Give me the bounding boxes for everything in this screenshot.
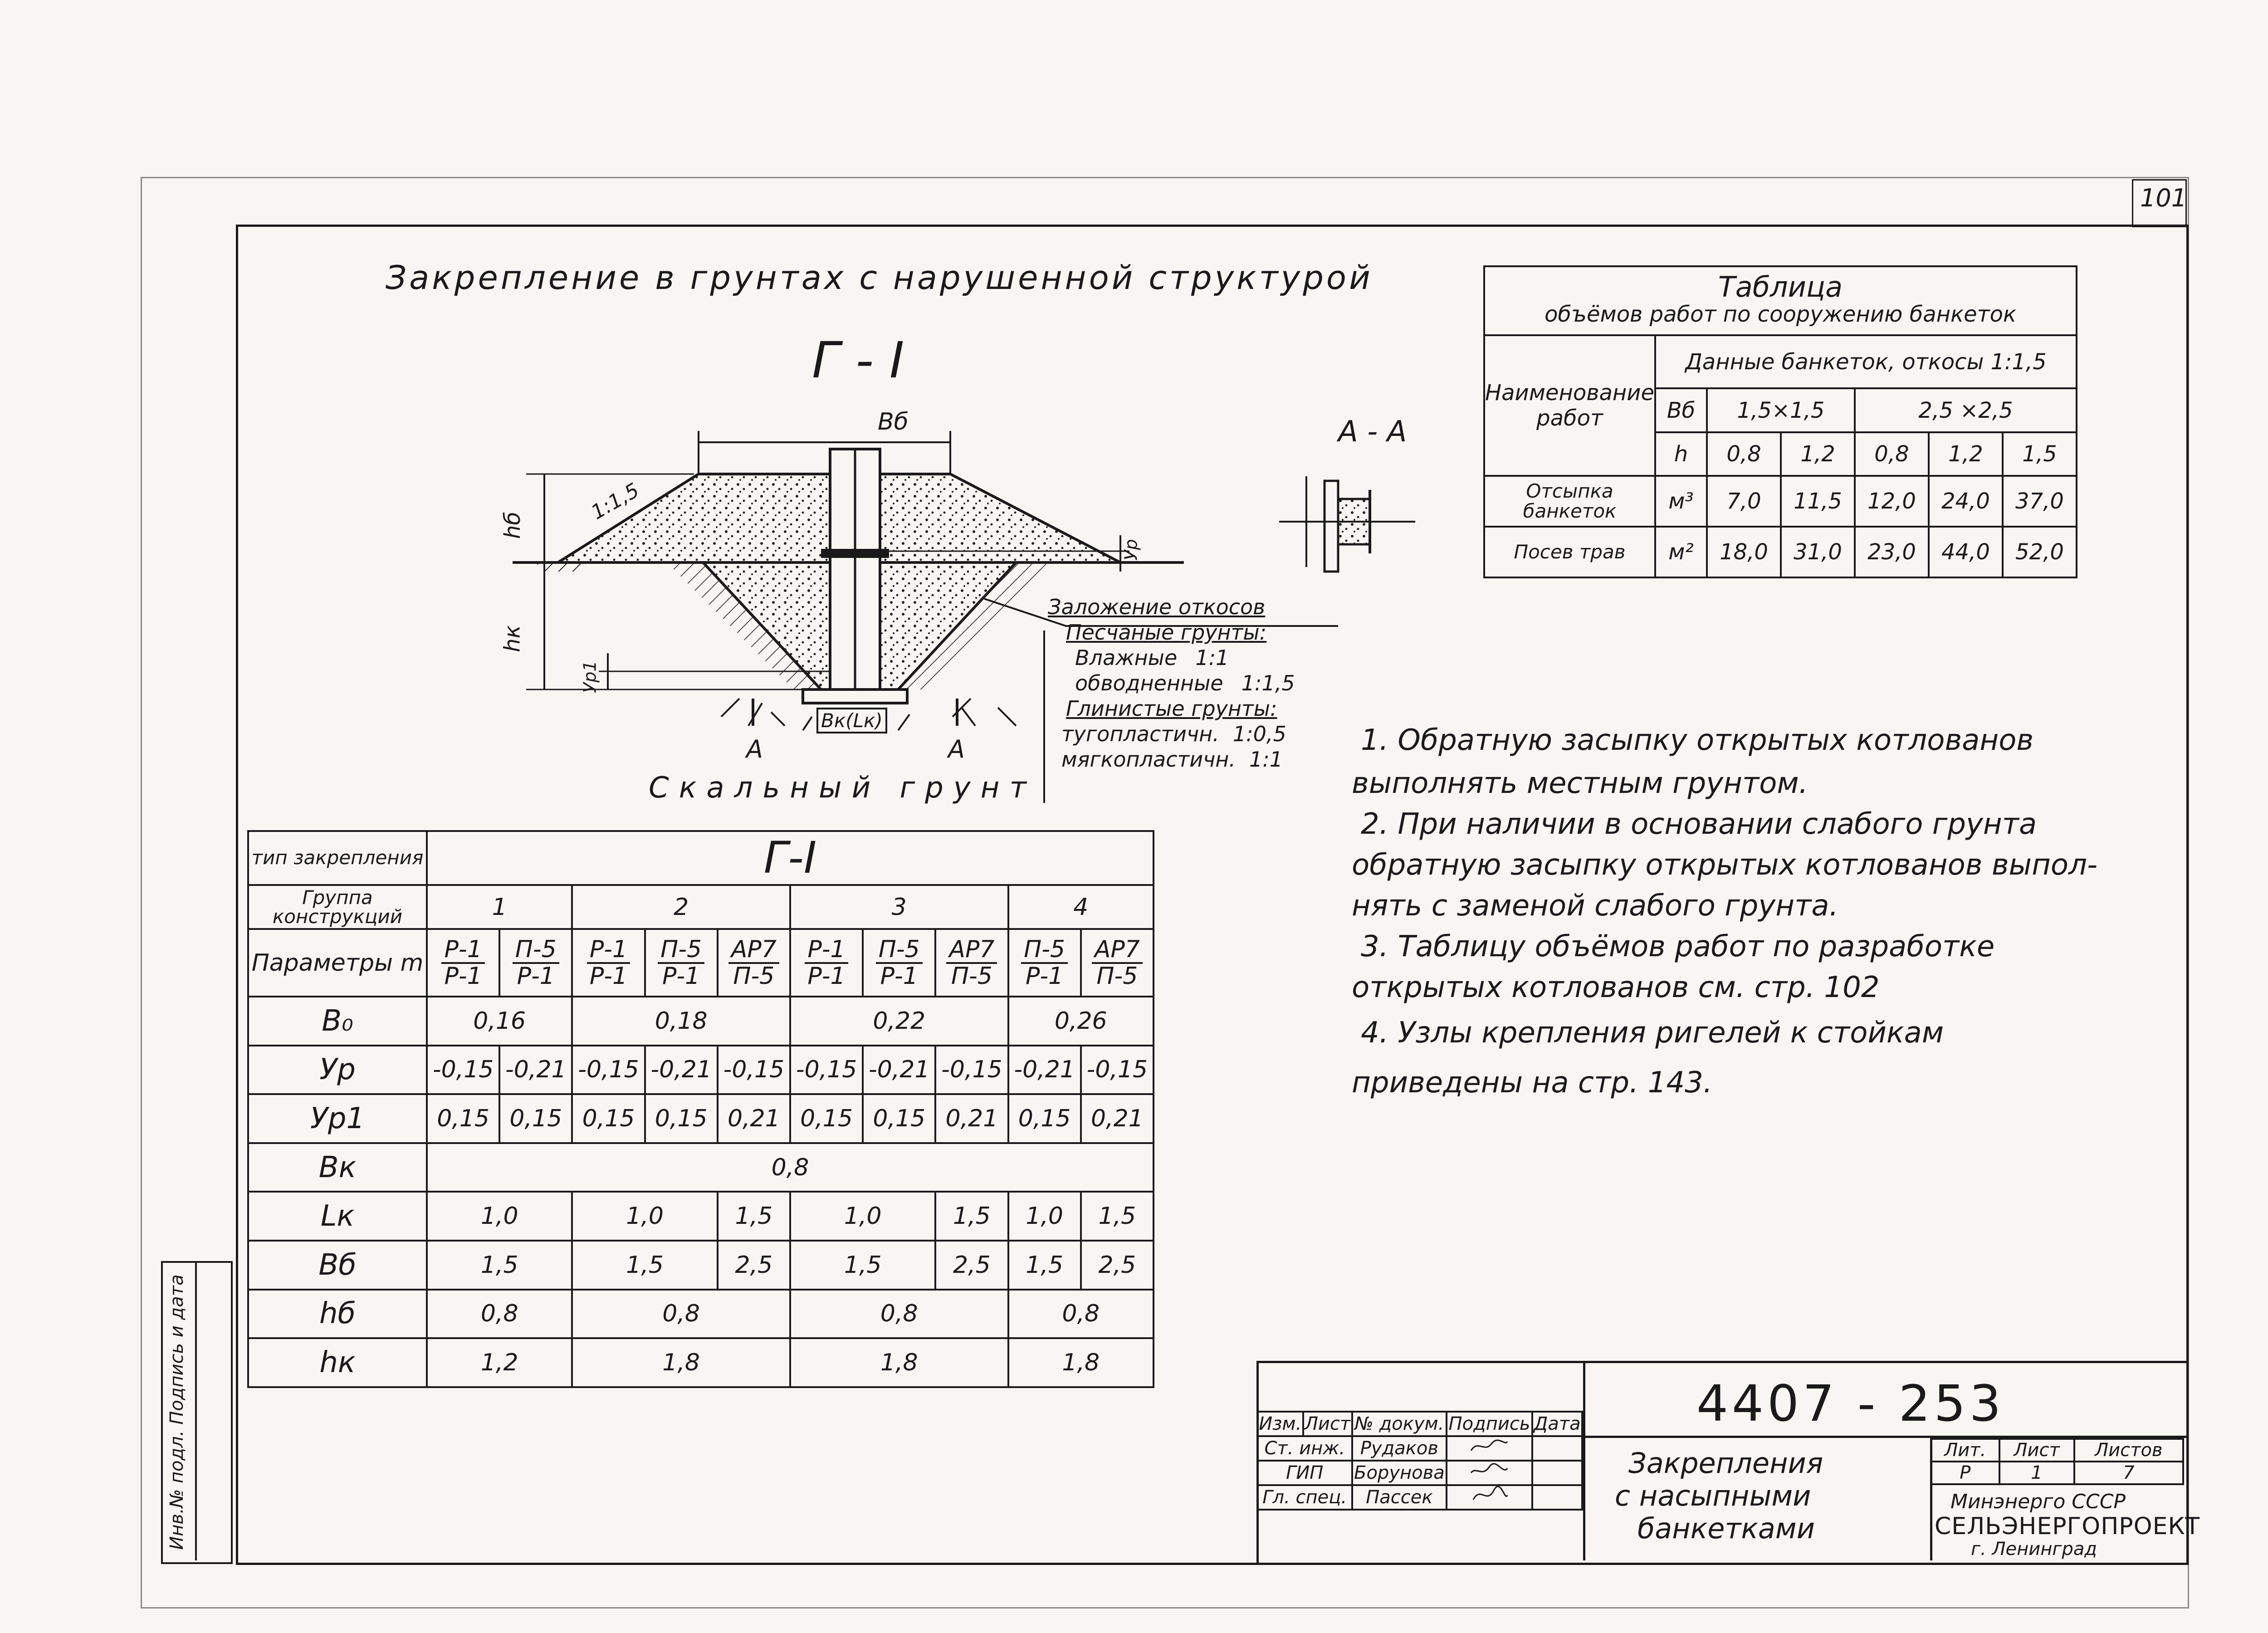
hb-value: 0,8 [790,1290,1008,1339]
main-title: Закрепление в грунтах с нарушенной структурой [386,259,1373,297]
volume-table-title2: объёмов работ по сооружению банкеток [1545,302,2016,328]
section-mark-left: А [746,735,763,763]
note-2c: нять с заменой слабого грунта. [1352,889,1838,923]
slope-stiff-value: 1:0,5 [1232,722,1286,746]
param-bot: Р-1 [444,962,482,990]
table-row [248,1143,1154,1192]
lk-value: 1,5 [935,1192,1008,1241]
slope-watered-value: 1:1,5 [1241,671,1295,695]
sheets-label: Листов [2074,1439,2183,1462]
hk-value: 1,8 [790,1338,1008,1387]
param-bot: Р-1 [517,962,555,990]
bb-value: 1,5 [572,1241,717,1290]
param-cell [645,929,718,997]
clay-title: Глинистые грунты: [1066,696,1277,721]
b0-value: 0,22 [790,997,1008,1046]
param-bot: П-5 [733,962,775,990]
col-header: Изм. [1257,1412,1303,1436]
bk-label: Вк(Lк) [816,708,887,733]
doc-number: 4407 - 253 [1696,1374,2005,1433]
param-bot: Р-1 [1025,962,1064,990]
hb-value: 0,8 [427,1290,572,1339]
person-name: Рудаков [1352,1436,1447,1461]
drawing-title [1615,1447,1823,1545]
person-role: Ст. инж. [1257,1436,1352,1461]
sheet-value: 1 [1999,1462,2074,1484]
yp-label: Ур [248,1046,427,1095]
row-value: 23,0 [1855,527,1929,577]
slope-watered-name: обводненные [1075,671,1223,695]
group-label: Группа конструкций [248,885,427,929]
drawing-title-line: с насыпными [1615,1479,1811,1512]
group-2: 2 [572,885,790,929]
signature [1447,1461,1532,1485]
row-unit: м² [1655,527,1707,577]
type-label: тип закрепления [248,831,427,885]
table-row [248,1338,1154,1387]
side-stamp-divider [195,1261,197,1560]
param-bot: П-5 [951,962,992,990]
param-bot: Р-1 [807,962,846,990]
group2-header: 2,5 ×2,5 [1855,388,2077,432]
slope-row-stiff [1061,721,1295,747]
yp1-value: 0,15 [499,1094,572,1143]
yp-value: -0,15 [572,1046,645,1095]
table-row [248,1094,1154,1143]
slope-row-watered [1075,670,1295,696]
note-3a: 3. Таблицу объёмов работ по разработке [1361,930,1995,963]
volume-table-title1: Таблица [1718,270,1843,304]
col-header: Дата [1532,1412,1582,1436]
bb-value: 2,5 [718,1241,790,1290]
h-header: h [1655,432,1707,476]
lk-value: 1,0 [427,1192,572,1241]
param-cell [572,929,645,997]
b0-value: 0,16 [427,997,572,1046]
params-label: Параметры m [248,929,427,997]
param-cell [718,929,790,997]
row-value: 18,0 [1707,527,1781,577]
yp1-value: 0,15 [427,1094,499,1143]
h-value: 1,5 [2003,432,2077,476]
bb-label: Вб [248,1241,427,1290]
yp1-value: 0,21 [935,1094,1008,1143]
param-cell [790,929,863,997]
hb-value: 0,8 [1008,1290,1154,1339]
section-mark-right: А [948,735,965,763]
slope-label: 1:1,5 [587,479,643,524]
param-top: П-5 [876,937,923,964]
hk-value: 1,2 [427,1338,572,1387]
slope-soft-value: 1:1 [1249,747,1283,772]
param-cell [863,929,935,997]
org-ministry: Минэнерго СССР [1950,1490,2126,1513]
bk-value: 0,8 [427,1143,1154,1192]
volume-table-title [1484,266,2077,335]
row-name: Посев трав [1484,527,1655,577]
hk-label: hк [248,1338,427,1387]
dim-hk: hк [499,625,525,652]
note-1b: выполнять местным грунтом. [1352,767,1808,800]
row-name: Отсыпка банкеток [1484,476,1655,527]
work-name-header: Наименование работ [1484,335,1655,476]
dim-hb: hб [500,511,526,539]
table-row [248,997,1154,1046]
row-value: 44,0 [1929,527,2003,577]
slopes-legend-line [1043,631,1045,803]
note-2a: 2. При наличии в основании слабого грунта [1361,807,2037,841]
lit-value: Р [1931,1462,1999,1484]
h-value: 0,8 [1707,432,1781,476]
col-header: Лист [1303,1412,1352,1436]
slopes-legend [1048,594,1295,772]
person-name: Борунова [1352,1461,1447,1485]
b0-label: В₀ [248,997,427,1046]
dim-yp: Ур [1121,539,1141,561]
person-role: ГИП [1257,1461,1352,1485]
table-row [1484,527,2077,577]
hb-value: 0,8 [572,1290,790,1339]
yp1-value: 0,21 [718,1094,790,1143]
b0-value: 0,26 [1008,997,1154,1046]
side-stamp-text: Инв.№ подл. Подпись и дата [166,1274,187,1550]
param-top: Р-1 [587,937,630,964]
param-top: АР7 [728,937,779,964]
row-value: 31,0 [1781,527,1855,577]
sheet-info-table [1930,1438,2184,1485]
org-name: СЕЛЬЭНЕРГОПРОЕКТ [1935,1513,2200,1540]
hk-value: 1,8 [1008,1338,1154,1387]
yp1-value: 0,15 [1008,1094,1081,1143]
param-cell [1081,929,1154,997]
yp-value: -0,15 [790,1046,863,1095]
lit-label: Лит. [1931,1439,1999,1462]
slopes-title: Заложение откосов [1048,595,1266,619]
lk-value: 1,0 [1008,1192,1081,1241]
sheet-label: Лист [1999,1439,2074,1462]
table-row [1257,1436,1582,1461]
yp1-value: 0,21 [1081,1094,1154,1143]
group1-header: 1,5×1,5 [1707,388,1855,432]
h-value: 1,2 [1781,432,1855,476]
yp-value: -0,15 [427,1046,499,1095]
param-cell [1008,929,1081,997]
param-top: АР7 [1092,937,1143,964]
note-1a: 1. Обратную засыпку открытых котлованов [1361,724,2034,757]
type-value: Г-I [427,831,1154,885]
bk-label: Вк [248,1143,427,1192]
drawing-title-line: банкетками [1637,1512,1815,1545]
yp1-value: 0,15 [572,1094,645,1143]
param-bot: П-5 [1096,962,1138,990]
bb-value: 1,5 [790,1241,935,1290]
parameter-table [247,830,1154,1388]
param-bot: Р-1 [880,962,918,990]
hb-label: hб [248,1290,427,1339]
yp-value: -0,15 [935,1046,1008,1095]
h-value: 1,2 [1929,432,2003,476]
row-value: 11,5 [1781,476,1855,527]
table-row [1484,476,2077,527]
row-unit: м³ [1655,476,1707,527]
yp1-label: Ур1 [248,1094,427,1143]
note-3b: открытых котлованов см. стр. 102 [1352,971,1880,1004]
section-aa-label: А - А [1338,415,1407,449]
lk-label: Lк [248,1192,427,1241]
col-header: Подпись [1447,1412,1532,1436]
lk-value: 1,5 [718,1192,790,1241]
param-top: П-5 [513,937,559,964]
bb-value: 2,5 [935,1241,1008,1290]
yp-value: -0,21 [499,1046,572,1095]
row-value: 37,0 [2003,476,2077,527]
drawing-title-line: Закрепления [1628,1447,1823,1480]
yp1-value: 0,15 [863,1094,935,1143]
param-bot: Р-1 [589,962,628,990]
date-cell [1532,1485,1582,1510]
yp-value: -0,21 [863,1046,935,1095]
bb-header: Вб [1655,388,1707,432]
table-row [248,1192,1154,1241]
org-city: г. Ленинград [1971,1539,2097,1560]
date-cell [1532,1436,1582,1461]
signature [1447,1485,1532,1510]
dim-bb: Вб [878,408,909,435]
data-header: Данные банкеток, откосы 1:1,5 [1655,335,2077,388]
bb-value: 1,5 [1008,1241,1081,1290]
note-2b: обратную засыпку открытых котлованов выпол- [1352,848,2098,882]
param-cell [935,929,1008,997]
lk-value: 1,5 [1081,1192,1154,1241]
figure-label: Г - I [812,331,904,389]
group-1: 1 [427,885,572,929]
row-value: 24,0 [1929,476,2003,527]
yp-value: -0,21 [1008,1046,1081,1095]
rock-label: Скальный грунт [649,771,1036,805]
b0-value: 0,18 [572,997,790,1046]
row-value: 52,0 [2003,527,2077,577]
param-bot: Р-1 [662,962,700,990]
param-top: Р-1 [805,937,848,964]
volume-table [1483,265,2077,578]
yp-value: -0,21 [645,1046,718,1095]
yp1-value: 0,15 [790,1094,863,1143]
person-role: Гл. спец. [1257,1485,1352,1510]
table-row [248,1241,1154,1290]
slope-row-soft [1061,747,1295,772]
bb-value: 2,5 [1081,1241,1154,1290]
param-top: АР7 [946,937,997,964]
section-aa-drawing [1279,463,1415,581]
title-block-vdiv [1583,1361,1585,1560]
dim-yp1: Ур1 [580,660,600,693]
sandy-title: Песчаные грунты: [1066,620,1267,645]
slope-row-wet [1075,645,1295,670]
param-cell [427,929,499,997]
signature-table [1256,1411,1583,1511]
note-4b: приведены на стр. 143. [1352,1066,1713,1100]
yp1-value: 0,15 [645,1094,718,1143]
row-value: 7,0 [1707,476,1781,527]
table-row [248,1290,1154,1339]
group-4: 4 [1008,885,1154,929]
lk-value: 1,0 [572,1192,717,1241]
sheets-value: 7 [2074,1462,2183,1484]
hk-value: 1,8 [572,1338,790,1387]
yp-value: -0,15 [1081,1046,1154,1095]
h-value: 0,8 [1855,432,1929,476]
slope-soft-name: мягкопластичн. [1061,747,1236,772]
person-name: Пассек [1352,1485,1447,1510]
group-3: 3 [790,885,1008,929]
yp-value: -0,15 [718,1046,790,1095]
lk-value: 1,0 [790,1192,935,1241]
signature [1447,1436,1532,1461]
slope-stiff-name: тугопластичн. [1061,722,1219,746]
param-top: П-5 [1021,937,1068,964]
row-value: 12,0 [1855,476,1929,527]
slope-wet-value: 1:1 [1195,645,1229,670]
param-top: П-5 [658,937,704,964]
page-number: 101 [2140,184,2187,212]
table-row [1257,1485,1582,1510]
date-cell [1532,1461,1582,1485]
table-row [1257,1461,1582,1485]
col-header: № докум. [1352,1412,1447,1436]
param-top: Р-1 [441,937,484,964]
param-cell [499,929,572,997]
note-4a: 4. Узлы крепления ригелей к стойкам [1361,1016,1944,1050]
table-row [248,1046,1154,1095]
slope-wet-name: Влажные [1075,645,1178,670]
bb-value: 1,5 [427,1241,572,1290]
